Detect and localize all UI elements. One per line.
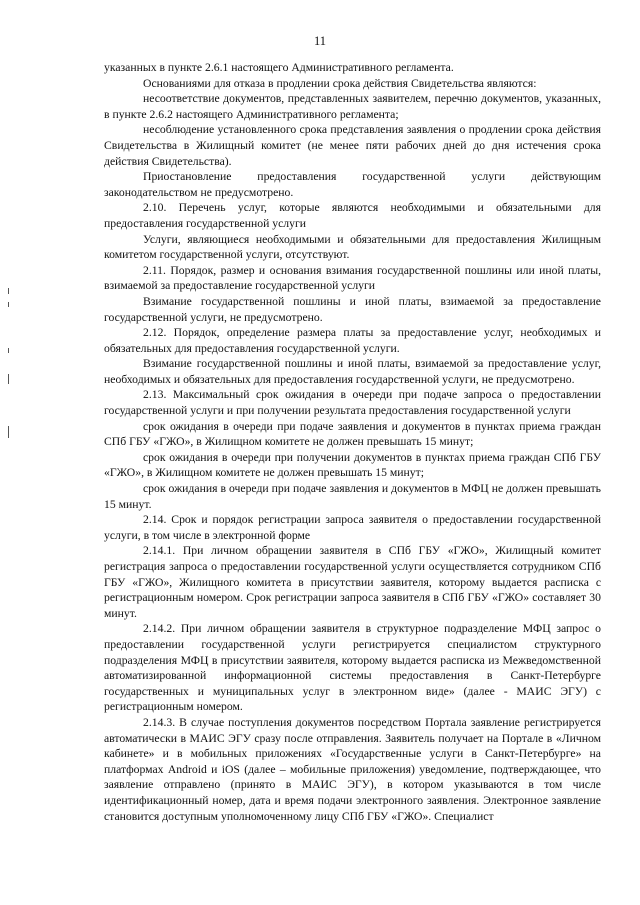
- margin-mark: [8, 374, 9, 384]
- paragraph: несоответствие документов, представленных заявителем, перечню документов, указанных, в пункте 2.6.2 настоящего Административного регламента;: [104, 92, 601, 121]
- section-heading: 2.10. Перечень услуг, которые являются необходимыми и обязательными для предоставления государственной услуги: [104, 201, 601, 230]
- section-heading: 2.14. Срок и порядок регистрации запроса заявителя о предоставлении государственной услуги, в том числе в электронной форме: [104, 513, 601, 542]
- paragraph: срок ожидания в очереди при подаче заявления и документов в пунктах приема граждан СПб ГБУ «ГЖО», в Жилищном комитете не должен превышать 15 минут;: [104, 419, 601, 449]
- paragraph: срок ожидания в очереди при подаче заявления и документов в МФЦ не должен превышать 15 минут.: [104, 482, 601, 511]
- paragraph: указанных в пункте 2.6.1 настоящего Административного регламента.: [104, 61, 454, 74]
- paragraph: Взимание государственной пошлины и иной платы, взимаемой за предоставление услуг, необходимых и обязательных для предоставления государственной услуги, не предусмотрено.: [104, 357, 601, 386]
- margin-mark: [8, 348, 9, 353]
- section-heading: 2.11. Порядок, размер и основания взимания государственной пошлины или иной платы, взимаемой за предоставление государственной услуги: [104, 263, 601, 293]
- margin-mark: [8, 302, 9, 307]
- paragraph: несоблюдение установленного срока представления заявления о продлении срока действия Свидетельства в Жилищный комитет (не менее пяти рабочих дней до дня истечения срока действия Свидетельства).: [104, 123, 601, 168]
- document-body: [104, 60, 601, 824]
- margin-mark: [8, 288, 9, 294]
- paragraph: срок ожидания в очереди при получении документов в пунктах приема граждан СПб ГБУ «ГЖО», в Жилищном комитете не должен превышать 15 минут;: [104, 450, 601, 480]
- margin-mark: [8, 426, 9, 438]
- section-heading: 2.12. Порядок, определение размера платы за предоставление услуг, необходимых и обязательных для предоставления государственной услуги.: [104, 326, 601, 355]
- paragraph: Основаниями для отказа в продлении срока действия Свидетельства являются:: [143, 76, 537, 90]
- section-heading: 2.13. Максимальный срок ожидания в очереди при подаче запроса о предоставлении государственной услуги и при получении результата предоставления государственной услуги: [104, 388, 601, 418]
- paragraph: 2.14.2. При личном обращении заявителя в структурное подразделение МФЦ запрос о предоставлении государственной услуги регистрируется специалистом структурного подразделения МФЦ в присутствии заявителя, которому выдается расписка из Межведомственной автоматизированной информационной системы предоставления в Санкт-Петербурге государственных и муниципальных услуг в электронном виде» (далее - МАИС ЭГУ) с регистрационным номером.: [104, 622, 601, 714]
- paragraph: 2.14.1. При личном обращении заявителя в СПб ГБУ «ГЖО», Жилищный комитет регистрация запроса о предоставлении государственной услуги осуществляется сотрудником СПб ГБУ «ГЖО», Жилищного комитета в присутствии заявителя, которому выдается расписка с регистрационным номером. Срок регистрации запроса заявителя в СПб ГБУ «ГЖО» составляет 30 минут.: [104, 544, 601, 620]
- margin-scan-marks: [8, 288, 12, 448]
- paragraph: Приостановление предоставления государственной услуги действующим законодательством не предусмотрено.: [104, 170, 601, 199]
- paragraph: 2.14.3. В случае поступления документов посредством Портала заявление регистрируется автоматически в МАИС ЭГУ сразу после отправления. Заявитель получает на Портале в «Личном кабинете» и в мобильных приложениях «Государственные услуги в Санкт-Петербурге» на платформах Android и iOS (далее – мобильные приложения) уведомление, подтверждающее, что заявление отправлено (принято в МАИС ЭГУ), в котором указываются в том числе идентификационный номер, дата и время подачи электронного заявления. Электронное заявление становится доступным уполномоченному лицу СПб ГБУ «ГЖО». Специалист: [104, 715, 601, 823]
- page-number: 11: [313, 34, 327, 48]
- paragraph: Взимание государственной пошлины и иной платы, взимаемой за предоставление государственной услуги, не предусмотрено.: [104, 294, 601, 324]
- paragraph: Услуги, являющиеся необходимыми и обязательными для предоставления Жилищным комитетом государственной услуги, отсутствуют.: [104, 232, 601, 262]
